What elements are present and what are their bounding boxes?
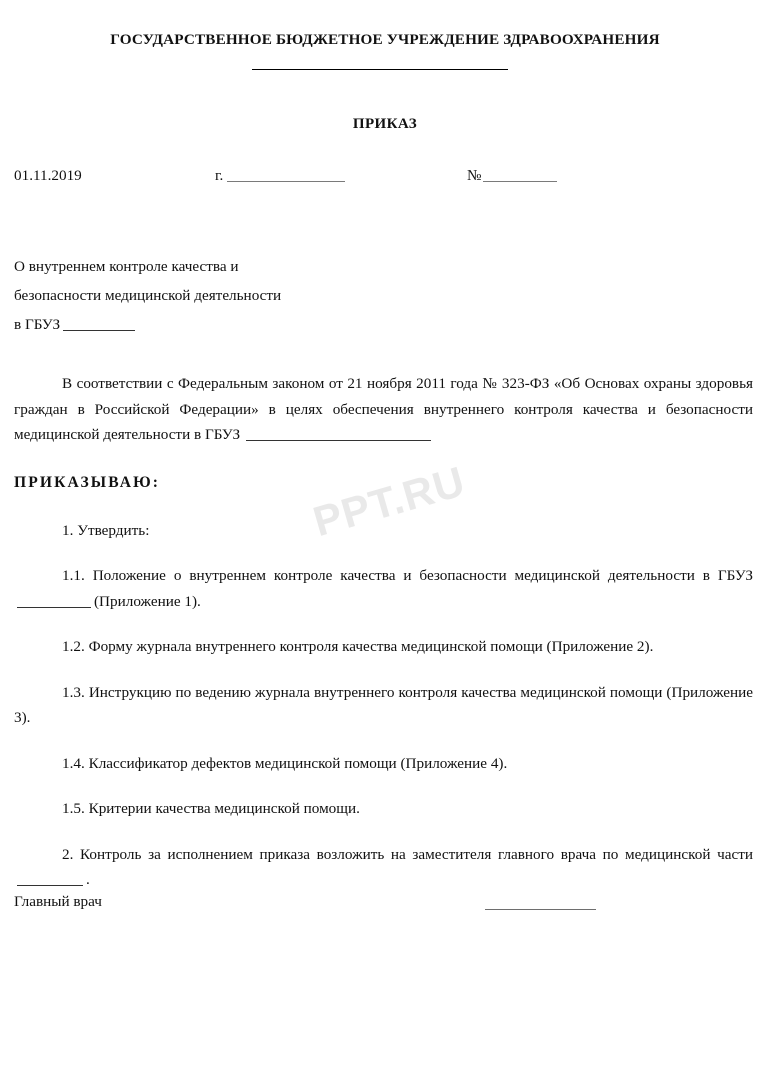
item-2-suffix: . <box>86 871 90 888</box>
signature-role: Главный врач <box>14 893 102 910</box>
subject-line-3 <box>14 310 434 339</box>
subject-line-3-prefix: в ГБУЗ <box>14 316 61 333</box>
item-1-5: 1.5. Критерии качества медицинской помощи. <box>62 800 360 817</box>
city-label: г. <box>215 167 224 184</box>
spacer <box>14 776 753 796</box>
item-1-1-text: 1.1. Положение о внутреннем контроле качества и безопасности медицинской деятельности в ГБУЗ <box>62 567 753 584</box>
document-subject <box>14 252 434 339</box>
subject-line-1: О внутреннем контроле качества и <box>14 258 239 275</box>
spacer <box>14 660 753 680</box>
ppt-ru-watermark: PPT.RU <box>308 457 471 546</box>
spacer <box>14 543 753 563</box>
order-keyword: ПРИКАЗЫВАЮ: <box>14 473 161 491</box>
item-1-1-suffix: (Приложение 1). <box>94 592 201 610</box>
item-1-3: 1.3. Инструкцию по ведению журнала внутреннего контроля качества медицинской помощи (Приложение 3). <box>14 683 753 726</box>
number-blank[interactable] <box>483 181 557 182</box>
spacer <box>14 731 753 751</box>
spacer <box>14 448 753 474</box>
organization-title: ГОСУДАРСТВЕННОЕ БЮДЖЕТНОЕ УЧРЕЖДЕНИЕ ЗДРАВООХРАНЕНИЯ <box>110 31 660 48</box>
spacer <box>14 614 753 634</box>
document-number-field <box>467 167 557 185</box>
city-blank[interactable] <box>227 181 345 182</box>
document-city-field <box>215 167 345 185</box>
number-label: № <box>467 167 482 184</box>
document-type-title: ПРИКАЗ <box>352 116 418 132</box>
item-2 <box>14 842 753 893</box>
document-meta-row <box>0 167 770 189</box>
item-1-2: 1.2. Форму журнала внутреннего контроля качества медицинской помощи (Приложение 2). <box>62 638 654 655</box>
item-1-1 <box>14 563 753 614</box>
spacer <box>14 492 753 518</box>
document-body <box>14 371 753 893</box>
item-2-text: 2. Контроль за исполнением приказа возложить на заместителя главного врача по медицинской части <box>62 845 753 863</box>
organization-underline <box>252 69 508 70</box>
preamble-text: В соответствии с Федеральным законом от 21 ноября 2011 года № 323-ФЗ «Об Основах охраны здоровья граждан в Российской Федерации» в целях обеспечения внутреннего контроля качества и безопасности медицинской деятельности в ГБУЗ <box>14 375 753 443</box>
item-1-4: 1.4. Классификатор дефектов медицинской помощи (Приложение 4). <box>62 754 508 772</box>
preamble-institution-blank[interactable] <box>246 440 431 441</box>
spacer <box>14 822 753 842</box>
item-1-1-blank[interactable] <box>17 607 91 608</box>
item-2-blank[interactable] <box>17 885 83 886</box>
document-date: 01.11.2019 <box>14 167 82 184</box>
subject-institution-blank[interactable] <box>63 330 135 331</box>
item-1: 1. Утвердить: <box>62 521 150 539</box>
subject-line-2: безопасности медицинской деятельности <box>14 287 282 304</box>
signature-line[interactable] <box>485 909 596 910</box>
signature-block <box>14 893 753 917</box>
preamble-paragraph <box>14 371 753 448</box>
